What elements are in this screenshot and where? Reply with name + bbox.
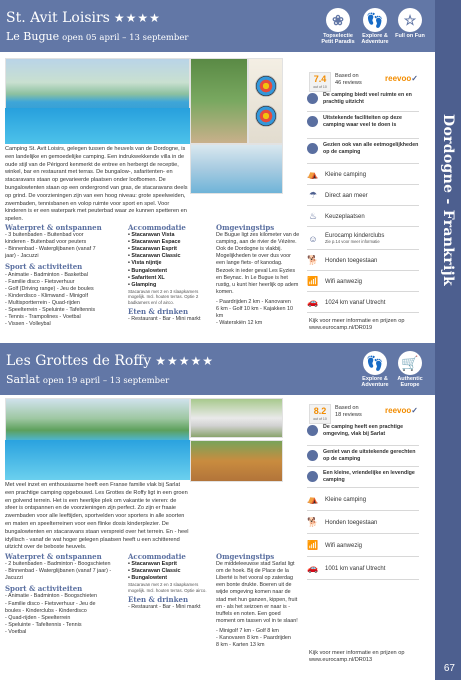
review-count: Based on 18 reviews	[335, 405, 362, 418]
pool-water-photo	[5, 440, 190, 480]
dog-icon: 🐕	[307, 517, 319, 527]
page-number: 67	[443, 663, 455, 674]
wifi-icon: 📶	[307, 540, 319, 550]
food-line: - Restaurant - Bar - Mini markt	[128, 316, 201, 323]
campsite-intro: Met veel inzet en enthousiasme heeft een Franse familie vlak bij Sarlat een prachtige camping opgebouwd. Les Grottes de Roffy ligt in een groen en golvend terrein. Het is een heerlijke plek om vakantie te vieren: de sfeer is ontspannen en de voorzieningen zijn perfect. Zo zijn er fraaie zwembaden voor alle leeftijden, sportvelden voor sporters in alle soorten en maten en speelterreinen voor een flinke dosis kinderplezier. De bungalowtenten en stacaravans staan verspreid over het terrein. En - heel idyllisch - vanaf de wat hoger gelegen plaatsen heeft u een schitterend uitzicht over de beboste heuvels.	[5, 482, 189, 551]
food-line: - Restaurant - Bar - Mini markt	[128, 604, 201, 611]
accommodation-item: • Bungalowtent	[128, 267, 168, 274]
footprint-icon: 👣	[363, 351, 387, 375]
full-on-fun-badge: ☆ Full on Fun	[392, 8, 428, 48]
explore-adventure-badge: 👣 Explore & Adventure	[357, 351, 393, 391]
mobile-home-photo	[190, 398, 283, 438]
accommodation-item: • Glamping	[128, 281, 157, 288]
accommodation-note: Stacaravan met 2 en 3 slaapkamers mogelijk. Incl. houten terras. Optie airco.	[128, 582, 207, 593]
sport-line: - Voetbal	[5, 628, 27, 635]
authentic-europe-badge: 🛒 Authentic Europe	[392, 351, 428, 391]
campsite-intro: Camping St. Avit Loisirs, gelegen tussen de heuvels van de Dordogne, is een landelijke en gemoedelijke camping. Een indrukwekkende villa in de oude stijl van de Périgord kenmerkt de entree en herbergt de receptie, winkel, bar en restaurant met terras. De bungalow-, safaritenten- en stacaravans staan op gevarieerde plaatsen onder loofbomen. De bungalowtenten staan op een ondergrond van gras, de stacaravans deels op grind. De voorzieningen zijn van een hoog niveau: grote speelweiden, zwembaden, tennisbanen en volop ruimte voor sport en spel. Voor kinderen is er een waterpark met peuterbad waar ze kunnen spetteren en spelen.	[5, 146, 188, 223]
side-banner	[435, 0, 461, 680]
campsite-season: open 05 april – 13 september	[62, 33, 189, 43]
playground-photo	[190, 440, 283, 482]
more-info-text: Kijk voor meer informatie en prijzen op www.eurocamp.nl/DR013	[309, 650, 405, 663]
accommodation-heading: Accommodatie	[128, 223, 186, 232]
sport-line: - Golf (Driving range) - Jeu de boules	[5, 285, 94, 292]
tent-icon: ⛺	[307, 494, 319, 504]
sport-line: - Vissen - Volleybal	[5, 321, 51, 328]
review-quote: Een kleine, vriendelijke en levendige camping	[307, 468, 419, 488]
review-quote: Gezien ook van alle eetmogelijkheden op de camping	[307, 140, 419, 164]
car-icon: 🚗	[307, 563, 319, 573]
feature-row: 🚗 1024 km vanaf Utrecht	[307, 293, 419, 313]
sport-line: - Familie disco - Fietsverhuur - Jeu de	[5, 600, 96, 607]
campsite-season: open 19 april – 13 september	[42, 376, 170, 386]
water-heading: Waterpret & ontspannen	[5, 552, 102, 561]
campsite-name: Les Grottes de Roffy	[6, 353, 152, 369]
campsite-location: Le Bugue	[6, 30, 60, 43]
sport-line: - Kinderdisco - Klimwand - Minigolf	[5, 292, 88, 299]
quote-icon	[307, 425, 318, 436]
review-quote: De camping biedt veel ruimte en en prachtig uitzicht	[307, 90, 419, 112]
water-line: - Binnenbad - Waterglijbanen (vanaf 7 jaar) - Jacuzzi	[5, 246, 96, 260]
campsite-header	[0, 343, 435, 395]
quote-icon	[307, 450, 318, 461]
dog-icon: 🐕	[307, 255, 319, 265]
review-quote: Geniet van de uitstekende gerechten op de camping	[307, 447, 419, 467]
food-heading: Eten & drinken	[128, 307, 189, 317]
explore-adventure-badge: 👣 Explore & Adventure	[357, 8, 393, 48]
sport-line: - Speelterrein - Speluinte - Tafeltennis	[5, 307, 96, 314]
sport-line: - Quad-rijden - Speelterrein	[5, 614, 71, 621]
accommodation-heading: Accommodatie	[128, 552, 186, 561]
accommodation-column	[128, 553, 210, 611]
tips-heading: Omgevingstips	[216, 223, 275, 232]
feature-row: ⛺ Kleine camping	[307, 489, 419, 511]
water-line: - 3 buitenbaden - Buitenbad voor kinderen - Buitenbad voor peuters	[5, 232, 87, 246]
sport-line: - Speluinte - Tafeltennis - Tennis	[5, 621, 82, 628]
footprint-icon: 👣	[363, 8, 387, 32]
car-icon: 🚗	[307, 297, 319, 307]
beach-icon: ☂	[308, 190, 318, 200]
feature-row: 🐕 Honden toegestaan	[307, 512, 419, 534]
reevoo-logo: reevoo✓	[385, 406, 418, 415]
star-rating: ★★★★★	[155, 354, 215, 368]
quote-icon	[307, 471, 318, 482]
sport-line: - Animatie - Badminton - Boogschieten	[5, 593, 97, 600]
accommodation-item: • Vista nijntje	[128, 260, 162, 267]
review-score: 7.4 out of 10	[309, 72, 331, 92]
sport-line: - Animatie - Badminton - Basketbal	[5, 271, 88, 278]
cart-icon: 🛒	[398, 351, 422, 375]
review-score: 8.2 out of 10	[309, 404, 331, 424]
accommodation-item: • Stacaravan Classic	[128, 568, 181, 575]
accommodation-item: • Stacaravan Esprit	[128, 561, 177, 568]
accommodation-note: Stacaravan met 2 en 3 slaapkamers mogelijk. Incl. houten terras. Optie 2 badkamers en/ of airco.	[128, 288, 199, 305]
accommodation-item: • Safaritent XL	[128, 274, 165, 281]
sport-heading: Sport & activiteiten	[5, 584, 83, 594]
tips-text: De middeleeuwse stad Sarlat ligt om de hoek. Bij de Place de la Liberté is het vooral op zaterdag een bonte drukte. Boeren uit de wijde omgeving komen naar de stad met hun ganzen, kippen, fruit en - als het seizoen er naar is - truffels en noten. Een goed moment om tassen vol in te slaan!	[216, 561, 298, 624]
region-label: Dordogne - Frankrijk	[440, 114, 456, 286]
wifi-icon: 📶	[307, 276, 319, 286]
more-info-text: Kijk voor meer informatie en prijzen op www.eurocamp.nl/DR019	[309, 318, 405, 331]
water-line: - 2 buitenbaden - Badminton - Boogschieten	[5, 561, 111, 568]
feature-row: 🚗 1001 km vanaf Utrecht	[307, 558, 419, 580]
sport-heading: Sport & activiteiten	[5, 262, 83, 272]
kids-icon: ☺	[308, 233, 318, 244]
accommodation-item: • Stacaravan Esprit	[128, 246, 177, 253]
pot-icon: ♨	[308, 211, 318, 221]
distance-line: - Minigolf 7 km - Golf 8 km	[216, 627, 279, 634]
distance-line: 8 km - Karten 13 km	[216, 642, 265, 649]
petit-paradis-icon: ❀	[326, 8, 350, 32]
feature-row: ☂ Direct aan meer	[307, 186, 419, 206]
feature-row: 📶 Wifi aanwezig	[307, 272, 419, 292]
star-rating: ★★★★	[113, 11, 161, 25]
feature-row: 🐕 Honden toegestaan	[307, 251, 419, 271]
feature-row: ⛺ Kleine camping	[307, 165, 419, 185]
water-line: - Binnenbad - Waterglijbanen (vanaf 7 jaar) - Jacuzzi	[5, 568, 112, 582]
sport-line: - Familie disco - Fietsverhuur	[5, 278, 75, 285]
campsite-name: St. Avit Loisirs	[6, 10, 110, 26]
sport-line: - Multisportterrein - Quad-rijden	[5, 299, 80, 306]
review-quote: Uitstekende faciliteiten op deze camping waar veel te doen is	[307, 113, 419, 139]
feature-row: ☺ Eurocamp kinderclubs Zie p.14 voor meer informatie	[307, 228, 419, 250]
petit-paradis-badge: ❀ Topselectie Petit Paradis	[320, 8, 356, 48]
review-count: Based on 46 reviews	[335, 73, 362, 86]
distance-line: - Waterskiën 12 km	[216, 320, 263, 327]
reevoo-logo: reevoo✓	[385, 74, 418, 83]
sport-line: - Tennis - Trampolines - Voetbal	[5, 314, 81, 321]
campsite-location: Sarlat	[6, 373, 40, 386]
accommodation-item: • Stacaravan Vista	[128, 232, 175, 239]
star-icon: ☆	[398, 8, 422, 32]
accommodation-item: • Stacaravan Espace	[128, 239, 181, 246]
feature-row: 📶 Wifi aanwezig	[307, 535, 419, 557]
sport-line: boules - Kinderclubs - Kinderdisco	[5, 607, 87, 614]
distance-line: 6 km - Golf 10 km - Kajakken 10 km	[216, 306, 293, 320]
accommodation-item: • Bungalowtent	[128, 575, 168, 582]
tips-text: De Bugue ligt zes kilometer van de camping, aan de rivier de Vézère. Ook de Dordogne is vlakbij. Mogelijkheden te over dus voor een lange fiets- of kanodag. Bezoek in ieder geval Les Eyzies en Beynac. In Le Bugue is het rustig, u kunt hier heerlijk op adem komen.	[216, 232, 300, 295]
tips-heading: Omgevingstips	[216, 552, 275, 561]
food-heading: Eten & drinken	[128, 595, 189, 605]
facilities-column	[5, 553, 115, 636]
tips-column	[216, 553, 301, 649]
water-heading: Waterpret & ontspannen	[5, 223, 102, 232]
distance-line: - Paardrijden 2 km - Kanovaren	[216, 298, 291, 305]
distance-line: - Kanovaren 8 km - Paardrijden	[216, 635, 291, 642]
tent-icon: ⛺	[307, 169, 319, 179]
feature-row: ♨ Keuzeplaatsen	[307, 207, 419, 227]
review-quote: De camping heeft een prachtige omgeving, vlak bij Sarlat	[307, 422, 419, 446]
accommodation-item: • Stacaravan Classic	[128, 253, 181, 260]
